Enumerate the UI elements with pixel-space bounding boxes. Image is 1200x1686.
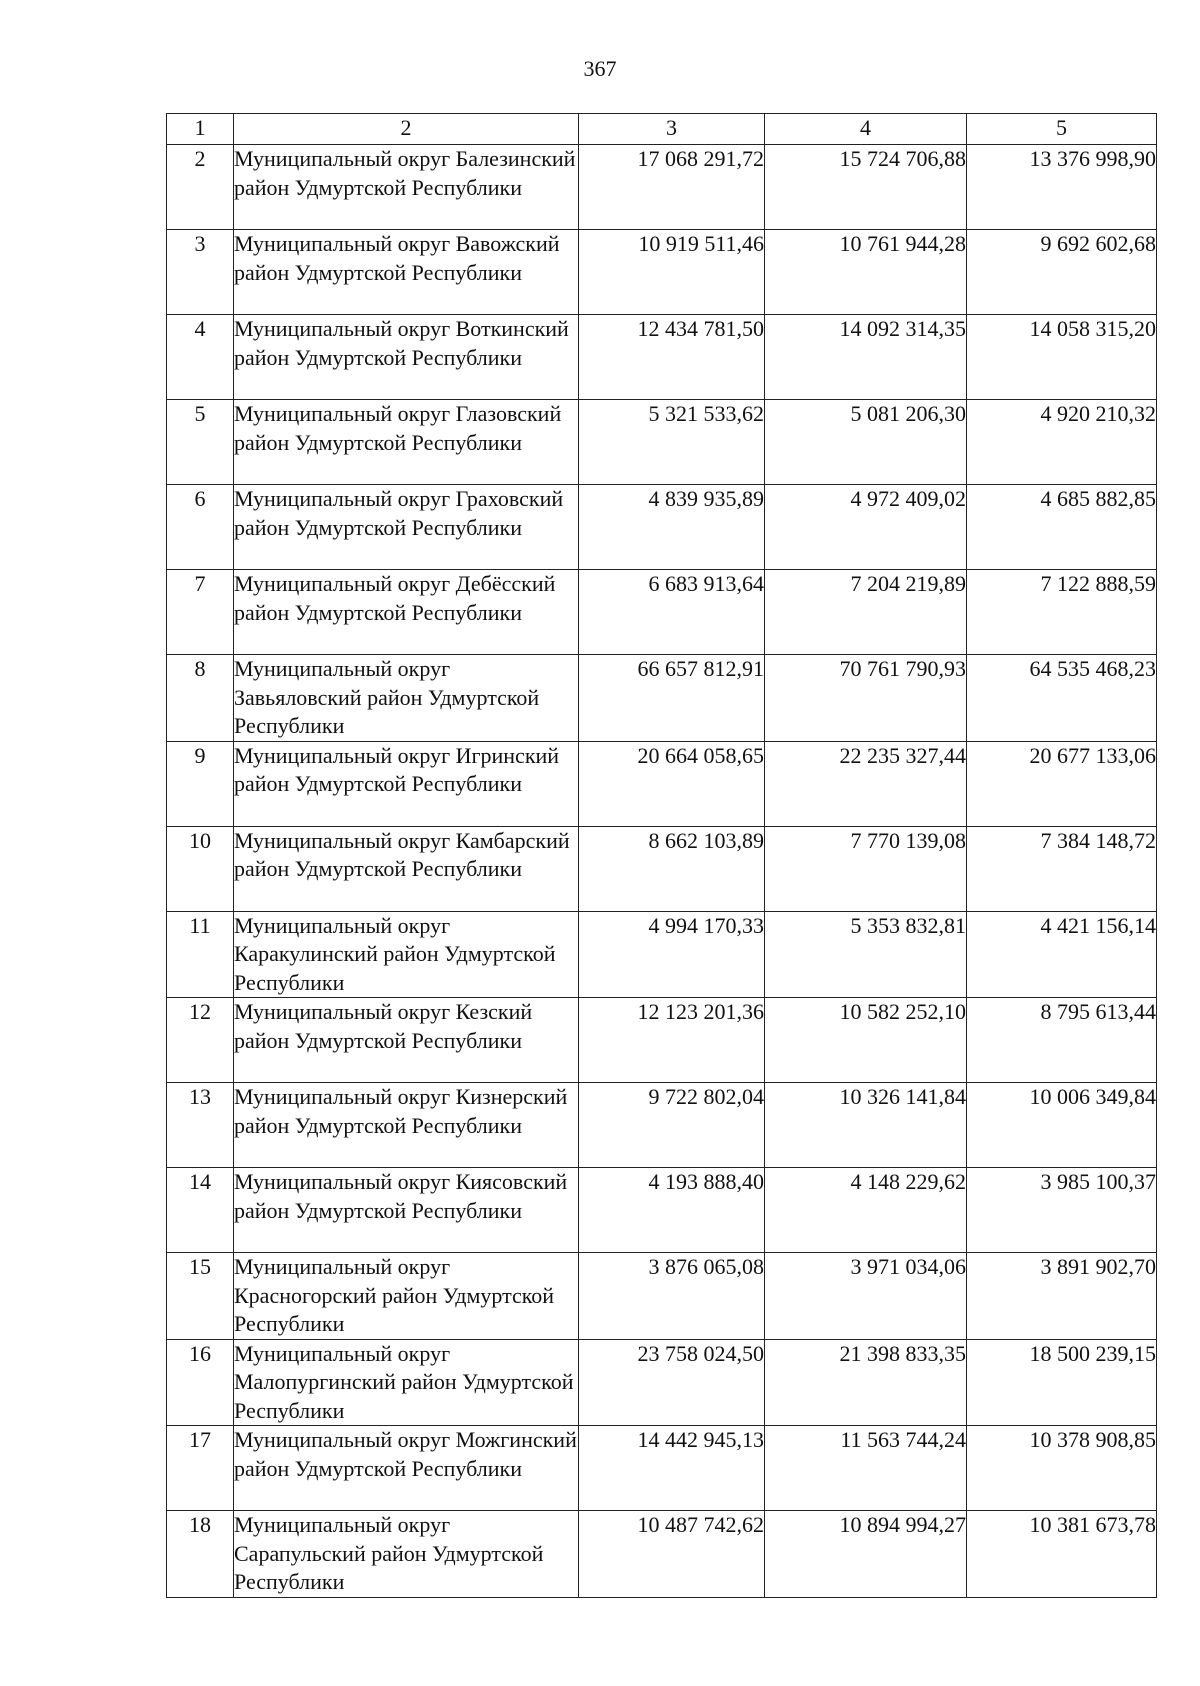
value-column-4-cell: 15 724 706,88: [765, 145, 967, 230]
row-number-cell: 11: [167, 911, 234, 998]
row-number-cell: 17: [167, 1426, 234, 1511]
table-row: [167, 1253, 1157, 1340]
table-row: [167, 570, 1157, 655]
value-column-5-cell: 13 376 998,90: [967, 145, 1157, 230]
row-number-cell: 16: [167, 1339, 234, 1426]
value-column-4-cell: 14 092 314,35: [765, 315, 967, 400]
value-column-3-cell: 5 321 533,62: [579, 400, 765, 485]
value-column-5-cell: 4 920 210,32: [967, 400, 1157, 485]
municipality-name-cell: Муниципальный округ Киясовский район Удмуртской Республики: [234, 1168, 579, 1253]
row-number-cell: 10: [167, 826, 234, 911]
table-row: [167, 230, 1157, 315]
row-number-cell: 3: [167, 230, 234, 315]
value-column-5-cell: 10 378 908,85: [967, 1426, 1157, 1511]
value-column-3-cell: 23 758 024,50: [579, 1339, 765, 1426]
table-row: [167, 741, 1157, 826]
table-row: [167, 998, 1157, 1083]
value-column-3-cell: 3 876 065,08: [579, 1253, 765, 1340]
value-column-5-cell: 4 685 882,85: [967, 485, 1157, 570]
row-number-cell: 6: [167, 485, 234, 570]
value-column-4-cell: 21 398 833,35: [765, 1339, 967, 1426]
value-column-3-cell: 4 839 935,89: [579, 485, 765, 570]
row-number-cell: 12: [167, 998, 234, 1083]
column-header: 2: [234, 114, 579, 145]
column-header: 3: [579, 114, 765, 145]
value-column-5-cell: 10 381 673,78: [967, 1511, 1157, 1598]
value-column-5-cell: 7 384 148,72: [967, 826, 1157, 911]
page-number: 367: [583, 56, 617, 81]
table-header-row: [167, 114, 1157, 145]
row-number-cell: 2: [167, 145, 234, 230]
value-column-3-cell: 8 662 103,89: [579, 826, 765, 911]
value-column-4-cell: 7 770 139,08: [765, 826, 967, 911]
value-column-5-cell: 10 006 349,84: [967, 1083, 1157, 1168]
table-row: [167, 1426, 1157, 1511]
value-column-5-cell: 3 985 100,37: [967, 1168, 1157, 1253]
table-row: [167, 911, 1157, 998]
value-column-3-cell: 66 657 812,91: [579, 655, 765, 742]
row-number-cell: 14: [167, 1168, 234, 1253]
row-number-cell: 4: [167, 315, 234, 400]
value-column-4-cell: 4 972 409,02: [765, 485, 967, 570]
row-number-cell: 18: [167, 1511, 234, 1598]
table-row: [167, 1083, 1157, 1168]
value-column-5-cell: 20 677 133,06: [967, 741, 1157, 826]
value-column-3-cell: 10 487 742,62: [579, 1511, 765, 1598]
row-number-cell: 15: [167, 1253, 234, 1340]
table-row: [167, 400, 1157, 485]
column-header: 4: [765, 114, 967, 145]
municipality-name-cell: Муниципальный округ Камбарский район Удмуртской Республики: [234, 826, 579, 911]
value-column-3-cell: 17 068 291,72: [579, 145, 765, 230]
value-column-3-cell: 10 919 511,46: [579, 230, 765, 315]
value-column-4-cell: 10 582 252,10: [765, 998, 967, 1083]
table-row: [167, 655, 1157, 742]
value-column-3-cell: 4 193 888,40: [579, 1168, 765, 1253]
value-column-5-cell: 14 058 315,20: [967, 315, 1157, 400]
municipality-name-cell: Муниципальный округ Кезский район Удмуртской Республики: [234, 998, 579, 1083]
value-column-4-cell: 10 761 944,28: [765, 230, 967, 315]
value-column-4-cell: 5 353 832,81: [765, 911, 967, 998]
table-row: [167, 145, 1157, 230]
value-column-5-cell: 18 500 239,15: [967, 1339, 1157, 1426]
municipality-name-cell: Муниципальный округ Каракулинский район Удмуртской Республики: [234, 911, 579, 998]
municipality-name-cell: Муниципальный округ Граховский район Удмуртской Республики: [234, 485, 579, 570]
table-row: [167, 1168, 1157, 1253]
table-row: [167, 1511, 1157, 1598]
municipality-name-cell: Муниципальный округ Воткинский район Удмуртской Республики: [234, 315, 579, 400]
value-column-4-cell: 10 326 141,84: [765, 1083, 967, 1168]
value-column-4-cell: 10 894 994,27: [765, 1511, 967, 1598]
value-column-3-cell: 6 683 913,64: [579, 570, 765, 655]
value-column-5-cell: 64 535 468,23: [967, 655, 1157, 742]
value-column-4-cell: 7 204 219,89: [765, 570, 967, 655]
municipality-name-cell: Муниципальный округ Кизнерский район Удмуртской Республики: [234, 1083, 579, 1168]
table-row: [167, 485, 1157, 570]
table-row: [167, 826, 1157, 911]
table-row: [167, 1339, 1157, 1426]
value-column-4-cell: 3 971 034,06: [765, 1253, 967, 1340]
value-column-3-cell: 12 123 201,36: [579, 998, 765, 1083]
municipality-name-cell: Муниципальный округ Глазовский район Удмуртской Республики: [234, 400, 579, 485]
value-column-5-cell: 7 122 888,59: [967, 570, 1157, 655]
value-column-4-cell: 5 081 206,30: [765, 400, 967, 485]
municipality-name-cell: Муниципальный округ Можгинский район Удмуртской Республики: [234, 1426, 579, 1511]
row-number-cell: 5: [167, 400, 234, 485]
municipality-name-cell: Муниципальный округ Малопургинский район Удмуртской Республики: [234, 1339, 579, 1426]
value-column-5-cell: 8 795 613,44: [967, 998, 1157, 1083]
municipality-name-cell: Муниципальный округ Балезинский район Удмуртской Республики: [234, 145, 579, 230]
row-number-cell: 8: [167, 655, 234, 742]
value-column-5-cell: 9 692 602,68: [967, 230, 1157, 315]
row-number-cell: 13: [167, 1083, 234, 1168]
value-column-3-cell: 9 722 802,04: [579, 1083, 765, 1168]
value-column-5-cell: 4 421 156,14: [967, 911, 1157, 998]
municipality-name-cell: Муниципальный округ Дебёсский район Удмуртской Республики: [234, 570, 579, 655]
value-column-3-cell: 20 664 058,65: [579, 741, 765, 826]
budget-table: [166, 113, 1157, 1598]
municipality-name-cell: Муниципальный округ Вавожский район Удмуртской Республики: [234, 230, 579, 315]
value-column-3-cell: 14 442 945,13: [579, 1426, 765, 1511]
column-header: 1: [167, 114, 234, 145]
municipality-name-cell: Муниципальный округ Игринский район Удмуртской Республики: [234, 741, 579, 826]
row-number-cell: 7: [167, 570, 234, 655]
value-column-4-cell: 11 563 744,24: [765, 1426, 967, 1511]
municipality-name-cell: Муниципальный округ Красногорский район Удмуртской Республики: [234, 1253, 579, 1340]
row-number-cell: 9: [167, 741, 234, 826]
column-header: 5: [967, 114, 1157, 145]
municipality-name-cell: Муниципальный округ Завьяловский район Удмуртской Республики: [234, 655, 579, 742]
value-column-3-cell: 4 994 170,33: [579, 911, 765, 998]
value-column-4-cell: 22 235 327,44: [765, 741, 967, 826]
value-column-4-cell: 70 761 790,93: [765, 655, 967, 742]
value-column-5-cell: 3 891 902,70: [967, 1253, 1157, 1340]
table-row: [167, 315, 1157, 400]
municipality-name-cell: Муниципальный округ Сарапульский район Удмуртской Республики: [234, 1511, 579, 1598]
value-column-4-cell: 4 148 229,62: [765, 1168, 967, 1253]
value-column-3-cell: 12 434 781,50: [579, 315, 765, 400]
